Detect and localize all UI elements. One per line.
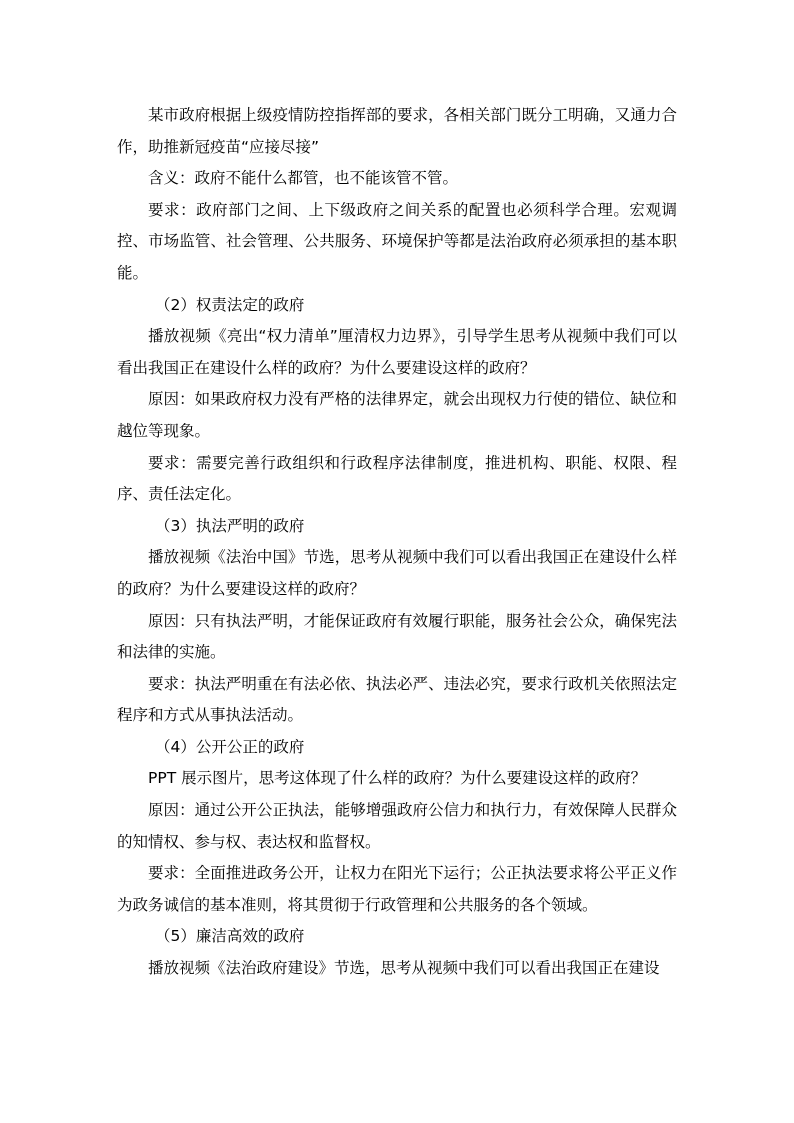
paragraph-requirement-functions: 要求：政府部门之间、上下级政府之间关系的配置也必须科学合理。宏观调控、市场监管、社会管理、公共服务、环境保护等都是法治政府必须承担的基本职能。 <box>117 200 677 282</box>
paragraph-video-rule-of-law: 播放视频《法治中国》节选，思考从视频中我们可以看出我国正在建设什么样的政府？为什么要建设这样的政府？ <box>117 548 677 598</box>
paragraph-requirement-enforcement: 要求：执法严明重在有法必依、执法必严、违法必究，要求行政机关依照法定程序和方式从事执法活动。 <box>117 674 677 725</box>
section-heading-4: （4）公开公正的政府 <box>155 737 305 756</box>
paragraph-requirement-openness: 要求：全面推进政务公开，让权力在阳光下运行；公正执法要求将公平正义作为政务诚信的基本准则，将其贯彻于行政管理和公共服务的各个领域。 <box>117 864 677 914</box>
document-body <box>117 100 677 985</box>
paragraph-meaning: 含义：政府不能什么都管，也不能该管不管。 <box>148 169 459 188</box>
section-heading-5: （5）廉洁高效的政府 <box>155 927 305 946</box>
section-heading-3: （3）执法严明的政府 <box>155 516 305 535</box>
paragraph-video-government: 播放视频《法治政府建设》节选，思考从视频中我们可以看出我国正在建设 <box>148 959 660 978</box>
paragraph-video-power-list: 播放视频《亮出“权力清单”厘清权力边界》，引导学生思考从视频中我们可以看出我国正在建设什么样的政府？为什么要建设这样的政府？ <box>117 327 677 377</box>
paragraph-reason-power: 原因：如果政府权力没有严格的法律界定，就会出现权力行使的错位、缺位和越位等现象。 <box>117 390 677 440</box>
paragraph-ppt-images: PPT 展示图片，思考这体现了什么样的政府？为什么要建设这样的政府？ <box>148 769 647 788</box>
paragraph-vaccine-cooperation: 某市政府根据上级疫情防控指挥部的要求，各相关部门既分工明确，又通力合作，助推新冠疫苗“应接尽接” <box>117 106 677 156</box>
section-heading-2: （2）权责法定的政府 <box>155 295 305 314</box>
paragraph-reason-openness: 原因：通过公开公正执法，能够增强政府公信力和执行力，有效保障人民群众的知情权、参与权、表达权和监督权。 <box>117 801 677 851</box>
paragraph-reason-enforcement: 原因：只有执法严明，才能保证政府有效履行职能，服务社会公众，确保宪法和法律的实施。 <box>117 611 677 662</box>
paragraph-requirement-legal: 要求：需要完善行政组织和行政程序法律制度，推进机构、职能、权限、程序、责任法定化。 <box>117 453 677 504</box>
